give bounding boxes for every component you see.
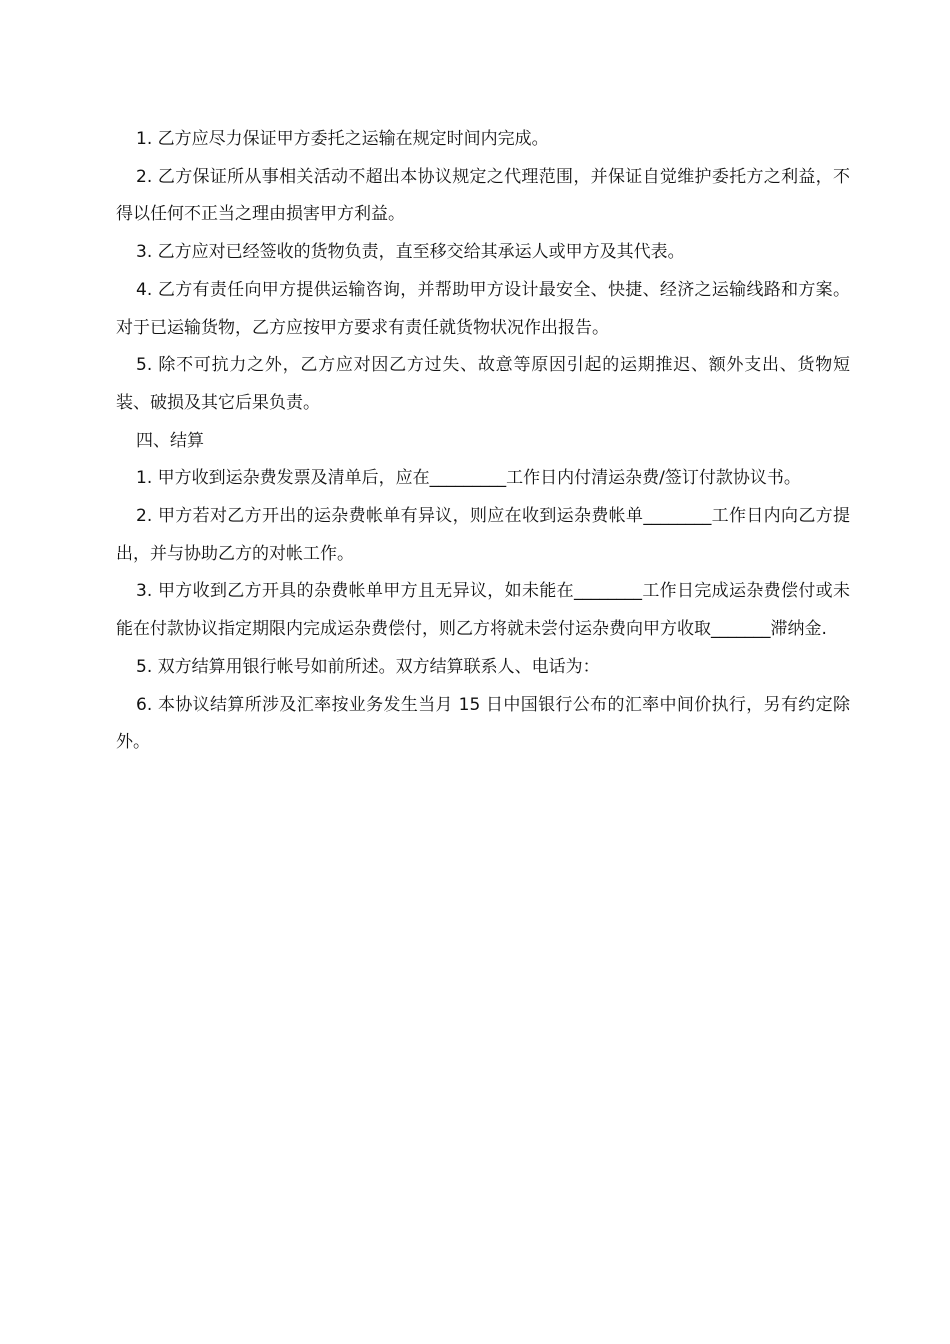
clause-5: 5. 除不可抗力之外，乙方应对因乙方过失、故意等原因引起的运期推迟、额外支出、货物短装、破损及其它后果负责。 [116,355,850,413]
clause-2: 2. 乙方保证所从事相关活动不超出本协议规定之代理范围，并保证自觉维护委托方之利益，不得以任何不正当之理由损害甲方利益。 [116,166,850,225]
settlement-clause-1: 1. 甲方收到运杂费发票及清单后，应在_________工作日内付清运杂费/签订付款协议书。 [136,468,801,489]
section-heading-settlement: 四、结算 [136,430,204,451]
settlement-clause-3: 3. 甲方收到乙方开具的杂费帐单甲方且无异议，如未能在________工作日完成运杂费偿付或未能在付款协议指定期限内完成运杂费偿付，则乙方将就未尝付运杂费向甲方收取_______滞纳金. [116,581,850,640]
settlement-clause-5: 5. 双方结算用银行帐号如前所述。双方结算联系人、电话为： [136,656,600,677]
clause-4: 4. 乙方有责任向甲方提供运输咨询，并帮助甲方设计最安全、快捷、经济之运输线路和方案。对于已运输货物，乙方应按甲方要求有责任就货物状况作出报告。 [116,279,850,338]
settlement-clause-6: 6. 本协议结算所涉及汇率按业务发生当月 15 日中国银行公布的汇率中间价执行，另有约定除外。 [116,694,850,753]
document-body [116,121,850,762]
clause-1: 1. 乙方应尽力保证甲方委托之运输在规定时间内完成。 [136,129,549,149]
clause-3: 3. 乙方应对已经签收的货物负责，直至移交给其承运人或甲方及其代表。 [136,242,685,263]
settlement-clause-2: 2. 甲方若对乙方开出的运杂费帐单有异议，则应在收到运杂费帐单________工作日内向乙方提出，并与协助乙方的对帐工作。 [116,506,850,564]
